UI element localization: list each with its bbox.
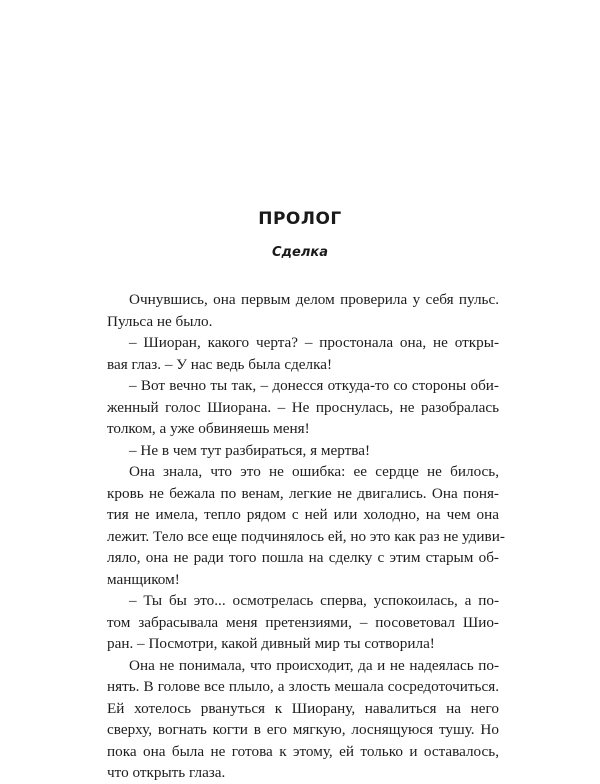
text-line: Очнувшись, она первым делом проверила у себя пульс.	[129, 291, 499, 308]
text-line: что открыть глаза.	[107, 764, 226, 781]
text-line: кровь не бежала по венам, легкие не двигались. Она поня-	[107, 484, 499, 502]
text-line: Она знала, что это не ошибка: ее сердце не билось,	[129, 463, 499, 480]
text-line: – Не в чем тут разбираться, я мертва!	[129, 441, 371, 459]
text-line: – Ты бы это... осмотрелась сперва, успокоилась, а по-	[129, 592, 499, 609]
text-line: нять. В голове все плыло, а злость мешала сосредоточиться.	[107, 678, 499, 695]
body-text	[107, 289, 505, 784]
text-line: том забрасывала меня претензиями, – посоветовал Шио-	[107, 613, 499, 631]
text-line: ляло, она не ради того пошла на сделку с этим старым об-	[107, 549, 499, 566]
text-line: манщиком!	[107, 570, 180, 588]
text-line: – Вот вечно ты так, – донесся откуда-то со стороны оби-	[129, 377, 499, 394]
text-line: – Шиоран, какого черта? – простонала она, не откры-	[129, 334, 499, 351]
text-line: сверху, вогнать когти в его мягкую, лоснящуюся тушу. Но	[107, 721, 499, 738]
text-line: Она не понимала, что происходит, да и не надеялась по-	[129, 656, 499, 674]
text-line: толком, а уже обвиняешь меня!	[107, 420, 310, 437]
text-line: Пульса не было.	[107, 312, 213, 330]
text-line: лежит. Тело все еще подчинялось ей, но это как раз не удиви-	[107, 527, 505, 545]
text-line: ран. – Посмотри, какой дивный мир ты сотворила!	[107, 635, 435, 652]
text-line: женный голос Шиорана. – Не проснулась, не разобралась	[107, 398, 499, 416]
text-line: пока она была не готова к этому, ей только и оставалось,	[107, 742, 499, 760]
chapter-title: ПРОЛОГ	[258, 209, 342, 229]
text-line: Ей хотелось рвануться к Шиорану, навалиться на него	[107, 699, 499, 717]
chapter-subtitle: Сделка	[272, 245, 328, 260]
text-line: тия не имела, тепло рядом с ней или холодно, на чем она	[107, 506, 499, 523]
text-line: вая глаз. – У нас ведь была сделка!	[107, 355, 333, 373]
